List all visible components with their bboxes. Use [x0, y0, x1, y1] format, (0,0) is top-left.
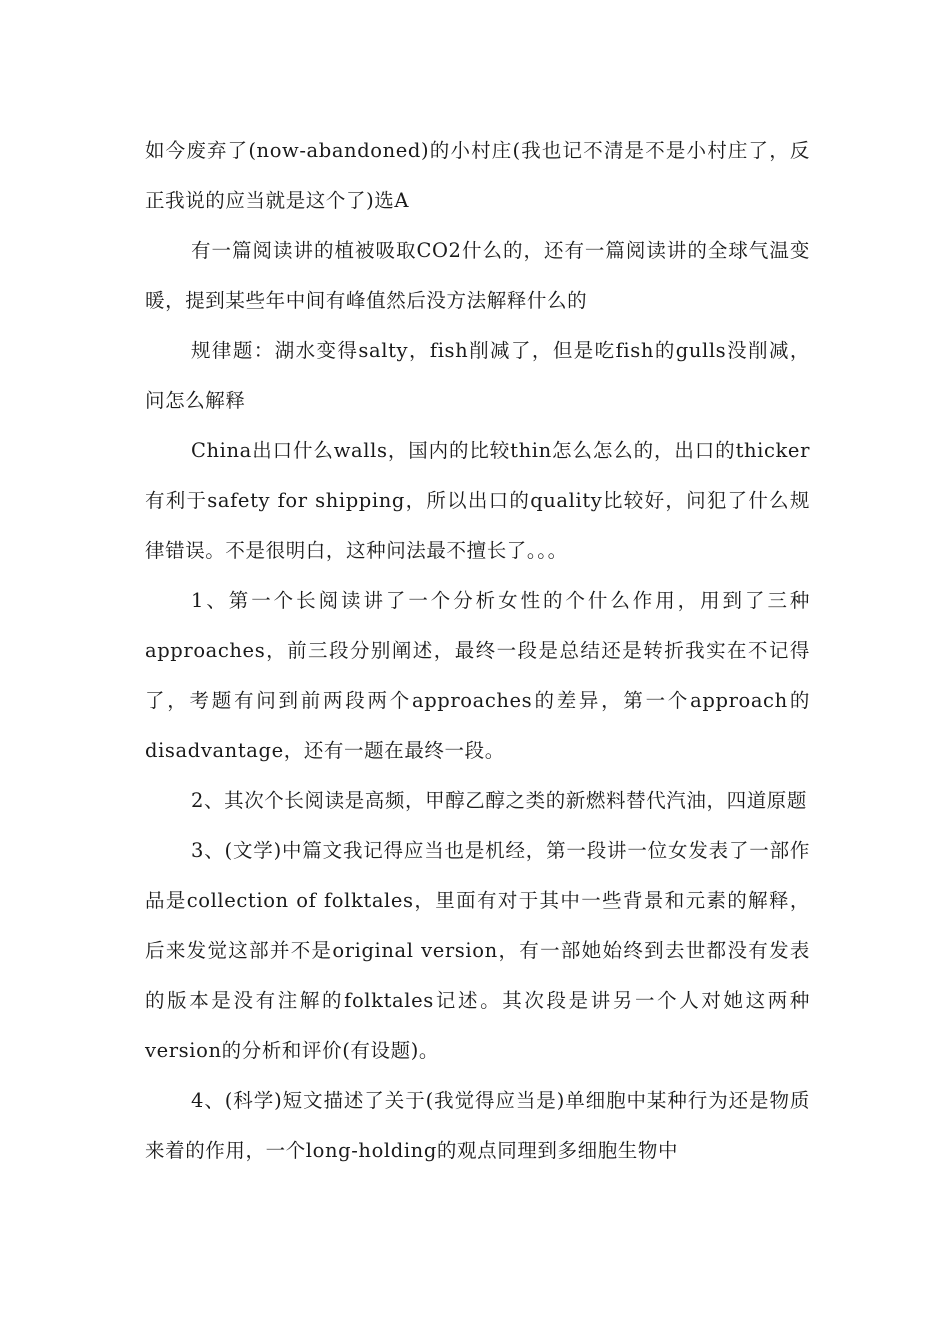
paragraph-8: 4、(科学)短文描述了关于(我觉得应当是)单细胞中某种行为还是物质来着的作用，一个long-holding的观点同理到多细胞生物中 [145, 1089, 810, 1162]
paragraph-2: 有一篇阅读讲的植被吸取CO2什么的，还有一篇阅读讲的全球气温变暖，提到某些年中间有峰值然后没方法解释什么的 [145, 239, 810, 312]
paragraph-4: China出口什么walls，国内的比较thin怎么怎么的，出口的thicker有利于safety for shipping，所以出口的quality比较好，问犯了什么规律错误。不是很明白，这种问法最不擅长了。。。 [145, 439, 810, 562]
paragraph-1: 如今废弃了(now-abandoned)的小村庄(我也记不清是不是小村庄了，反正我说的应当就是这个了)选A [145, 139, 810, 212]
paragraph-5: 1、第一个长阅读讲了一个分析女性的个什么作用，用到了三种approaches，前三段分别阐述，最终一段是总结还是转折我实在不记得了，考题有问到前两段两个approaches的差异，第一个approach的disadvantage，还有一题在最终一段。 [145, 589, 810, 762]
paragraph-7: 3、(文学)中篇文我记得应当也是机经，第一段讲一位女发表了一部作品是collection of folktales，里面有对于其中一些背景和元素的解释，后来发觉这部并不是original version，有一部她始终到去世都没有发表的版本是没有注解的folktales记述。其次段是讲另一个人对她这两种version的分析和评价(有设题)。 [145, 839, 810, 1062]
document-body [145, 126, 810, 1176]
paragraph-6: 2、其次个长阅读是高频，甲醇乙醇之类的新燃料替代汽油，四道原题 [191, 789, 808, 812]
paragraph-3: 规律题：湖水变得salty，fish削减了，但是吃fish的gulls没削减，问怎么解释 [145, 339, 810, 412]
